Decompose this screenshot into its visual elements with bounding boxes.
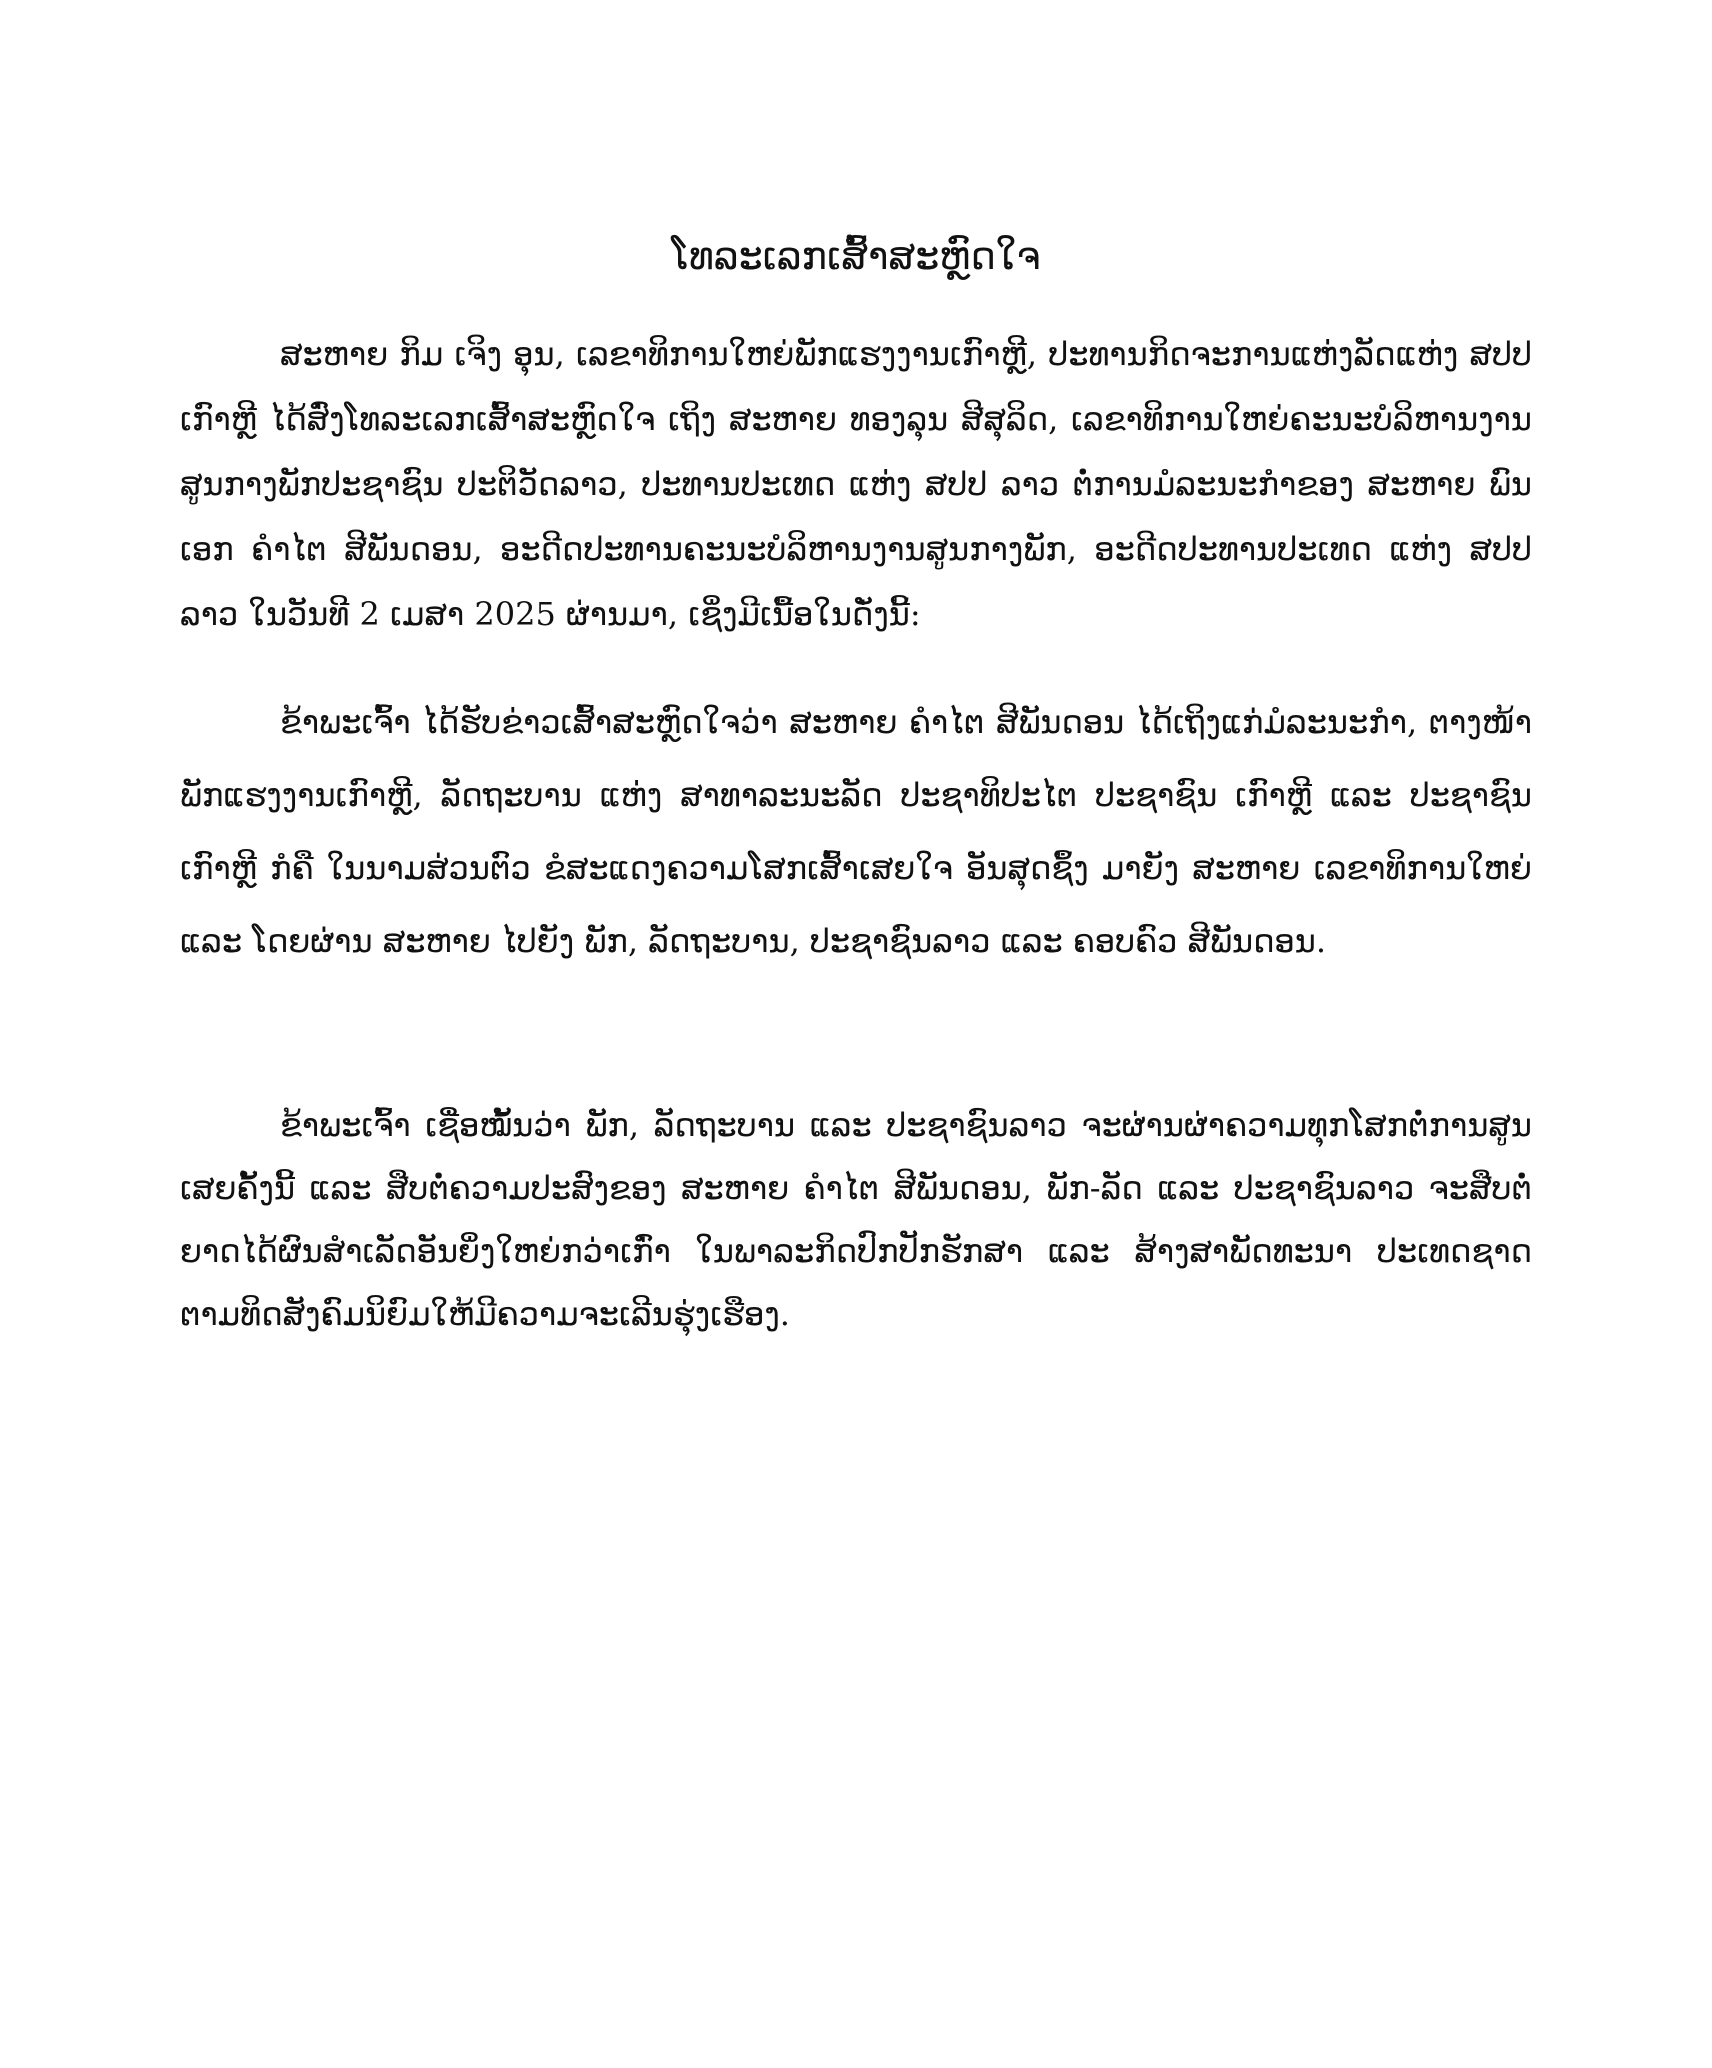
paragraph-closing: ຂ້າພະເຈົ້າ ເຊື່ອໝັ້ນວ່າ ພັກ, ລັດຖະບານ ແລະ ປະຊາຊົນລາວ ຈະຜ່ານຜ່າຄວາມທຸກໂສກຕໍ່ການສູນເສຍຄັ້ງນີ້ ແລະ ສືບຕໍ່ຄວາມປະສົງຂອງ ສະຫາຍ ຄຳໄຕ ສີພັນດອນ, ພັກ-ລັດ ແລະ ປະຊາຊົນລາວ ຈະສືບຕໍ່ຍາດໄດ້ຜົນສຳເລັດອັນຍິ່ງໃຫຍ່ກວ່າເກົ່າ ໃນພາລະກິດປົກປັກຮັກສາ ແລະ ສ້າງສາພັດທະນາ ປະເທດຊາດ ຕາມທິດສັງຄົມນິຍົມໃຫ້ມີຄວາມຈະເລີນຮຸ່ງເຮືອງ.	[180, 1106, 1532, 1333]
paragraph-condolence: ຂ້າພະເຈົ້າ ໄດ້ຮັບຂ່າວເສົ້າສະຫຼົດໃຈວ່າ ສະຫາຍ ຄຳໄຕ ສີພັນດອນ ໄດ້ເຖິງແກ່ມໍລະນະກຳ, ຕາງໜ້າ ພັກແຮງງານເກົາຫຼີ, ລັດຖະບານ ແຫ່ງ ສາທາລະນະລັດ ປະຊາທິປະໄຕ ປະຊາຊົນ ເກົາຫຼີ ແລະ ປະຊາຊົນເກົາຫຼີ ກໍຄື ໃນນາມສ່ວນຕົວ ຂໍສະແດງຄວາມໂສກເສົ້າເສຍໃຈ ອັນສຸດຊຶ້ງ ມາຍັງ ສະຫາຍ ເລຂາທິການໃຫຍ່ ແລະ ໂດຍຜ່ານ ສະຫາຍ ໄປຍັງ ພັກ, ລັດຖະບານ, ປະຊາຊົນລາວ ແລະ ຄອບຄົວ ສີພັນດອນ.	[180, 703, 1532, 960]
paragraph-intro: ສະຫາຍ ກິມ ເຈິງ ອຸນ, ເລຂາທິການໃຫຍ່ພັກແຮງງານເກົາຫຼີ, ປະທານກິດຈະການແຫ່ງລັດແຫ່ງ ສປປ ເກົາຫຼີ ໄດ້ສົ່ງໂທລະເລກເສົ້າສະຫຼົດໃຈ ເຖິງ ສະຫາຍ ທອງລຸນ ສີສຸລິດ, ເລຂາທິການໃຫຍ່ຄະນະບໍລິຫານງານສູນກາງພັກປະຊາຊົນ ປະຕິວັດລາວ, ປະທານປະເທດ ແຫ່ງ ສປປ ລາວ ຕໍ່ການມໍລະນະກຳຂອງ ສະຫາຍ ພົນເອກ ຄຳໄຕ ສີພັນດອນ, ອະດີດປະທານຄະນະບໍລິຫານງານສູນກາງພັກ, ອະດີດປະທານປະເທດ ແຫ່ງ ສປປ ລາວ ໃນວັນທີ 2 ເມສາ 2025 ຜ່ານມາ, ເຊິ່ງມີເນື້ອໃນດັ່ງນີ້:	[180, 335, 1532, 633]
document-title: ໂທລະເລກເສົ້າສະຫຼົດໃຈ	[671, 234, 1041, 278]
